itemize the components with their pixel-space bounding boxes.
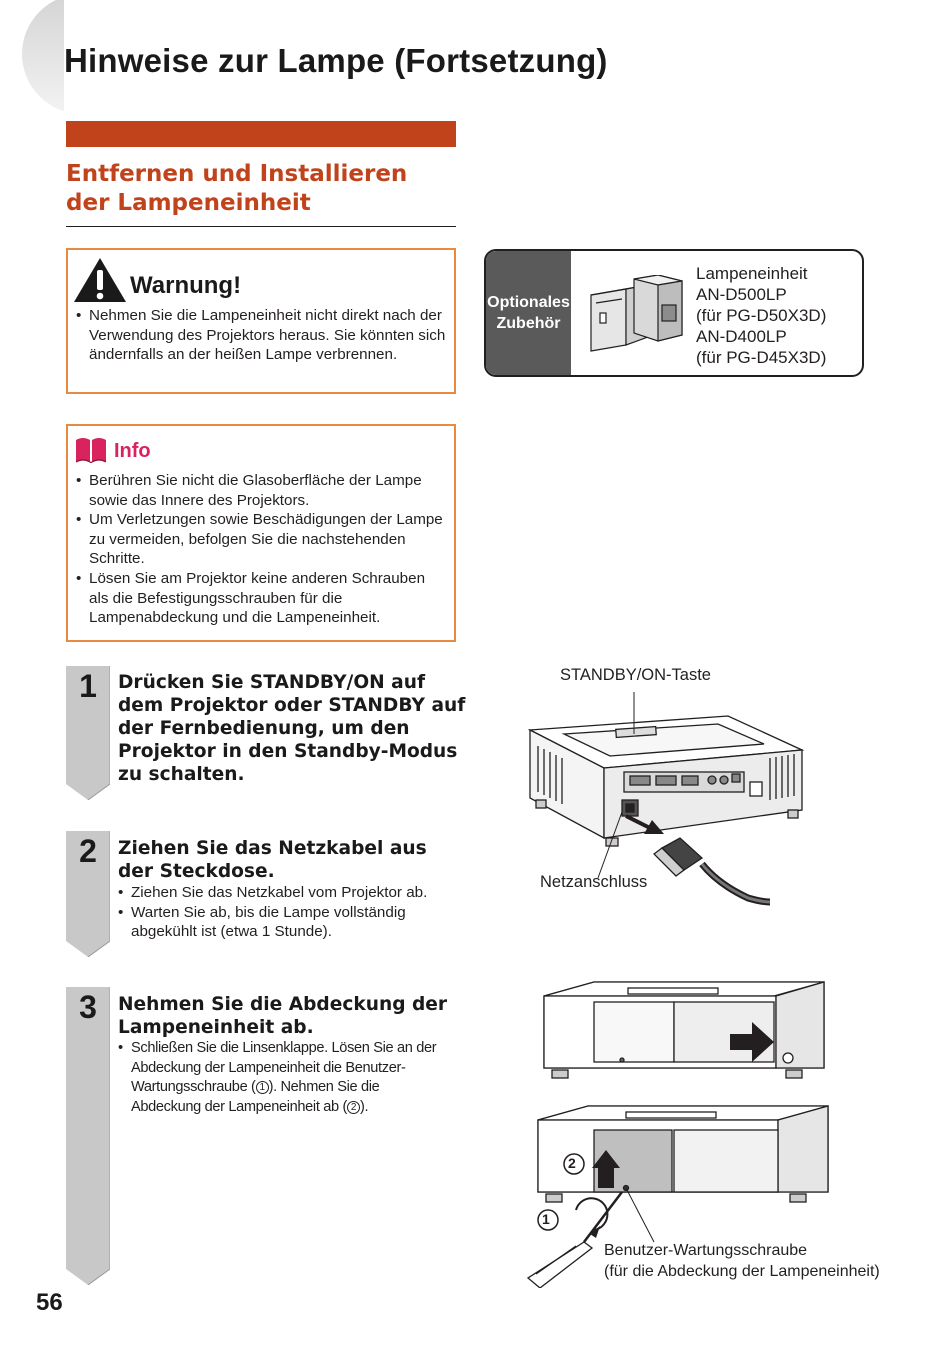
step-number: 3	[79, 989, 97, 1025]
info-item: • Berühren Sie nicht die Glasoberfläche der Lampe sowie das Innere des Projektors.	[76, 471, 448, 510]
step-1-heading-b: auf dem Projektor oder	[118, 672, 426, 716]
step-3-item-d: ).	[359, 1098, 369, 1115]
step-1-keyword-standby-on: STANDBY/ON	[249, 672, 385, 693]
warning-icon	[72, 256, 128, 304]
page-title: Hinweise zur Lampe (Fortsetzung)	[64, 42, 608, 79]
power-socket-label: Netzanschluss	[540, 873, 648, 891]
info-item: • Um Verletzungen sowie Beschädigungen der Lampe zu vermeiden, befolgen Sie die nachstehenden Schritte.	[76, 510, 448, 569]
step-1-heading	[118, 671, 468, 786]
marker-2: 2	[568, 1155, 576, 1171]
step-1-heading-a: Drücken Sie	[118, 672, 250, 693]
section-heading-line1: Entfernen und Installieren	[66, 161, 408, 187]
step-2-item: • Warten Sie ab, bis die Lampe vollständig abgekühlt ist (etwa 1 Stunde).	[118, 903, 463, 942]
warning-list	[76, 306, 446, 365]
page-number: 56	[36, 1289, 63, 1316]
step-tab-2	[66, 831, 110, 957]
title-accent-bar	[66, 121, 456, 147]
step-number: 1	[79, 668, 97, 704]
step-3-item-b: ). Nehmen Sie die Abdeckung der Lampeneinheit ab (	[131, 1079, 380, 1115]
warning-box	[66, 248, 456, 394]
step-2-list	[118, 883, 463, 942]
circled-number-1: 1	[256, 1081, 269, 1094]
step-tab-3	[66, 987, 110, 1285]
optional-line4: AN-D400LP	[696, 327, 787, 346]
warning-title: Warnung!	[130, 272, 242, 299]
circled-number-2: 2	[347, 1101, 360, 1114]
info-box	[66, 424, 456, 642]
section-heading-line2: der Lampeneinheit	[66, 190, 311, 216]
screw-label-line2: (für die Abdeckung der Lampeneinheit)	[604, 1263, 880, 1280]
step-2-heading: Ziehen Sie das Netzkabel aus der Steckdose.	[118, 838, 427, 882]
step-tab-1	[66, 666, 110, 800]
marker-1: 1	[542, 1211, 550, 1227]
warning-item: • Nehmen Sie die Lampeneinheit nicht direkt nach der Verwendung des Projektors heraus. Sie könnten sich ändernfalls an der heißen Lampe verbrennen.	[76, 306, 446, 365]
step-number: 2	[79, 833, 97, 869]
optional-text	[696, 263, 826, 368]
step-1-keyword-standby: STANDBY	[328, 695, 425, 716]
screw-label	[604, 1240, 880, 1282]
info-title: Info	[114, 440, 151, 462]
step-3-item-a: Schließen Sie die Linsenklappe. Lösen Sie an der Abdeckung der Lampeneinheit die Benutzer-Wartungsschraube (	[131, 1040, 437, 1096]
optional-label-cell	[486, 251, 571, 375]
optional-line5: (für PG-D45X3D)	[696, 348, 827, 367]
optional-line2: AN-D500LP	[696, 285, 787, 304]
optional-label-line2: Zubehör	[496, 315, 561, 332]
screw-label-line1: Benutzer-Wartungsschraube	[604, 1242, 808, 1259]
step-3-heading: Nehmen Sie die Abdeckung der Lampeneinheit ab.	[118, 994, 448, 1038]
info-item: • Lösen Sie am Projektor keine anderen Schrauben als die Befestigungsschrauben für die Lampenabdeckung und die Lampeneinheit.	[76, 569, 448, 628]
step-3-list	[118, 1039, 448, 1117]
step-2-item: • Ziehen Sie das Netzkabel vom Projektor ab.	[118, 883, 463, 903]
info-list	[76, 471, 448, 628]
optional-label-line1: Optionales	[487, 294, 570, 311]
step-3-item	[118, 1039, 448, 1117]
optional-accessory-box	[484, 249, 864, 377]
section-heading	[66, 160, 456, 227]
step-1-heading-c: auf der Fernbedienung, um den Projektor in den Standby-Modus zu schalten.	[118, 695, 466, 785]
optional-line3: (für PG-D50X3D)	[696, 306, 827, 325]
book-icon	[74, 436, 108, 464]
lamp-unit-image	[586, 275, 696, 359]
standby-on-label: STANDBY/ON-Taste	[560, 666, 711, 684]
optional-line1: Lampeneinheit	[696, 264, 808, 283]
projector-cover-slide-illustration	[534, 978, 830, 1090]
